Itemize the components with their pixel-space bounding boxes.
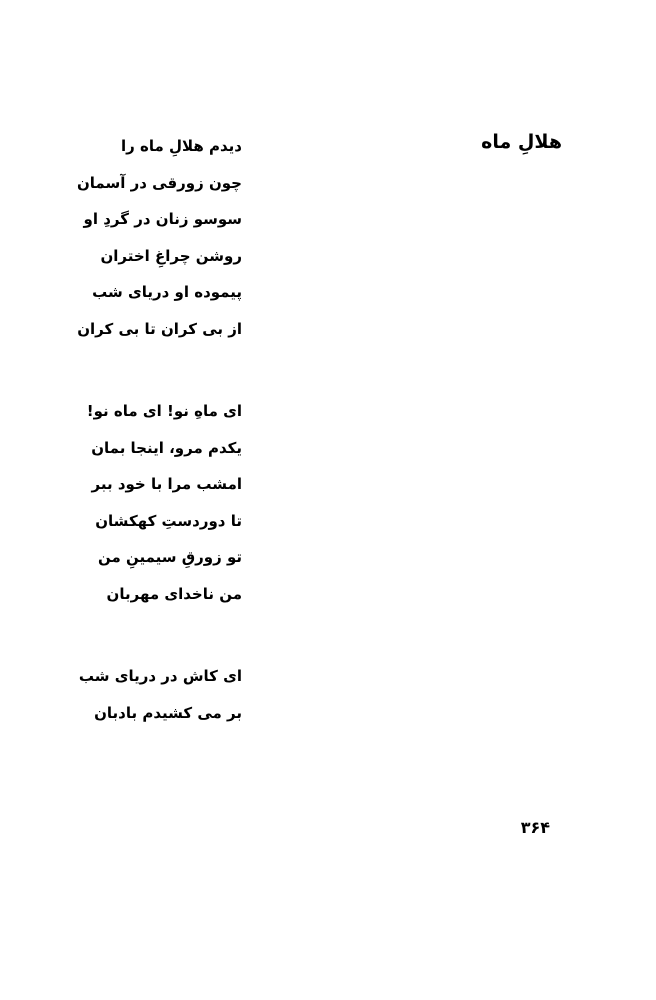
poem-line: بر می کشیدم بادبان	[94, 703, 242, 722]
poem-line: روشن چراغِ اختران	[100, 246, 242, 265]
stanza-2	[52, 393, 242, 612]
stanza-1	[52, 128, 242, 347]
poem-line: چون زورقی در آسمان	[77, 173, 242, 192]
poem-body	[52, 128, 242, 777]
poem-line: یکدم مرو، اینجا بمان	[91, 438, 242, 457]
poem-line: ای کاش در دریای شب	[78, 667, 242, 685]
page-number: ۳۶۴	[520, 818, 550, 837]
poem-line: من ناخدای مهربان	[106, 584, 242, 603]
poem-title: هلالِ ماه	[481, 131, 562, 153]
stanza-3	[52, 658, 242, 731]
poem-line: تا دوردستِ کهکشان	[95, 511, 242, 530]
poem-line: ای ماهِ نو! ای ماه نو!	[86, 402, 242, 420]
poem-line: امشب مرا با خود ببر	[91, 475, 242, 493]
poem-line: پیموده او دریای شب	[92, 283, 242, 301]
poem-line: تو زورقِ سیمینِ من	[97, 548, 242, 566]
poem-line: از بی کران تا بی کران	[77, 319, 242, 338]
poem-line: سوسو زنان در گردِ او	[83, 210, 242, 228]
poem-line: دیدم هلالِ ماه را	[120, 137, 242, 155]
